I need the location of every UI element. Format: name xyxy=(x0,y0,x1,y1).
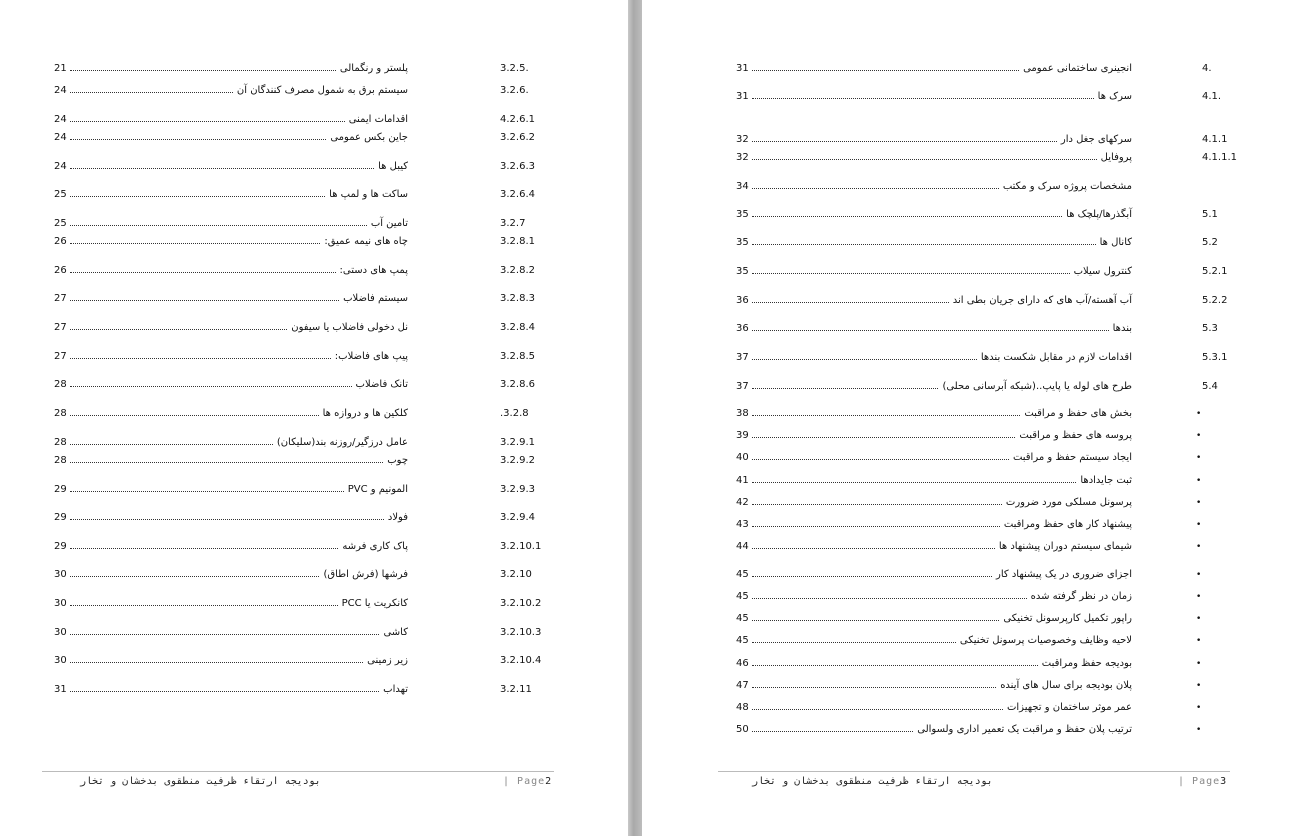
toc-entry-title: ترتیب پلان حفظ و مراقبت یک تعمیر اداری ولسوالی xyxy=(917,724,1132,735)
toc-dot-leader xyxy=(70,300,339,301)
footer-title: بودیجه ارتقاء ظرفیت منطقوی بدخشان و تخار xyxy=(80,776,321,787)
toc-dot-leader xyxy=(752,598,1027,599)
toc-section-number: 3.2.8.3 xyxy=(500,293,535,304)
toc-dot-leader xyxy=(70,691,379,692)
bullet-icon: • xyxy=(1196,409,1202,419)
toc-section-number: 4.1.1.1 xyxy=(1202,152,1237,163)
toc-entry[interactable] xyxy=(642,265,1295,279)
toc-dot-leader xyxy=(70,196,325,197)
toc-section-number: 5.4 xyxy=(1202,381,1218,392)
toc-section-number: 3.2.8.4 xyxy=(500,322,535,333)
toc-entry[interactable] xyxy=(642,351,1295,365)
toc-section-number: 5.3.1 xyxy=(1202,352,1228,363)
toc-page-number: 29 xyxy=(54,484,67,495)
toc-entry[interactable] xyxy=(642,474,1295,488)
toc-page-number: 43 xyxy=(736,519,749,530)
toc-dot-leader xyxy=(752,709,1003,710)
toc-entry[interactable] xyxy=(642,496,1295,510)
toc-page-number: 28 xyxy=(54,379,67,390)
bullet-icon: • xyxy=(1196,592,1202,602)
toc-entry-title: تانک فاضلاب xyxy=(355,379,408,390)
toc-entry[interactable] xyxy=(0,568,628,582)
toc-entry-title: پلستر و رنگمالی xyxy=(339,63,408,74)
toc-entry[interactable] xyxy=(0,235,628,249)
toc-entry-title: پروفایل xyxy=(1100,152,1132,163)
bullet-icon: • xyxy=(1196,614,1202,624)
toc-dot-leader xyxy=(752,244,1096,245)
toc-dot-leader xyxy=(70,605,338,606)
toc-page-number: 44 xyxy=(736,541,749,552)
toc-page-number: 30 xyxy=(54,655,67,666)
toc-entry[interactable] xyxy=(0,540,628,554)
toc-entry-title: پمپ های دستی: xyxy=(339,265,408,276)
toc-section-number: 3.2.5. xyxy=(500,63,529,74)
toc-entry-title: تهداب xyxy=(383,684,408,695)
toc-dot-leader xyxy=(70,634,379,635)
toc-page-number: 36 xyxy=(736,323,749,334)
toc-page-number: 38 xyxy=(736,408,749,419)
footer-page-number: | Page3 xyxy=(1178,776,1228,787)
toc-page-number: 40 xyxy=(736,452,749,463)
toc-entry-title: آب آهسته/آب های که دارای جریان بطی اند xyxy=(952,295,1132,306)
toc-section-number: .3.2.8 xyxy=(500,408,529,419)
toc-entry[interactable] xyxy=(642,723,1295,737)
bullet-icon: • xyxy=(1196,476,1202,486)
bullet-icon: • xyxy=(1196,453,1202,463)
toc-entry-title: کنترول سیلاب xyxy=(1073,266,1132,277)
toc-entry[interactable] xyxy=(642,380,1295,394)
toc-entry[interactable] xyxy=(642,451,1295,465)
toc-entry-title: تامین آب xyxy=(370,218,408,229)
toc-entry-title: نل دخولی فاضلاب یا سیفون xyxy=(291,322,408,333)
toc-page-number: 26 xyxy=(54,236,67,247)
toc-page-number: 46 xyxy=(736,658,749,669)
toc-page-number: 37 xyxy=(736,352,749,363)
toc-entry-title: ثبت جایدادها xyxy=(1080,475,1132,486)
toc-page-number: 45 xyxy=(736,569,749,580)
toc-dot-leader xyxy=(70,576,319,577)
toc-entry[interactable] xyxy=(642,429,1295,443)
toc-section-number: 3.2.6.3 xyxy=(500,161,535,172)
toc-dot-leader xyxy=(752,437,1015,438)
toc-dot-leader xyxy=(70,70,336,71)
toc-entry-title: فرشها (فرش اطاق) xyxy=(323,569,408,580)
toc-entry-title: سیستم برق به شمول مصرف کنندگان آن xyxy=(236,85,408,96)
toc-page-number: 25 xyxy=(54,189,67,200)
toc-entry[interactable] xyxy=(0,292,628,306)
toc-page-number: 35 xyxy=(736,209,749,220)
toc-dot-leader xyxy=(752,216,1062,217)
toc-section-number: 3.2.10.4 xyxy=(500,655,542,666)
toc-entry-title: آبگذرها/پلچک ها xyxy=(1066,209,1132,220)
toc-entry-title: بودیجه حفظ ومراقبت xyxy=(1041,658,1132,669)
toc-entry[interactable] xyxy=(642,294,1295,308)
toc-page-number: 45 xyxy=(736,635,749,646)
toc-page-number: 36 xyxy=(736,295,749,306)
bullet-icon: • xyxy=(1196,570,1202,580)
footer-rule xyxy=(718,771,1230,772)
toc-page-number: 35 xyxy=(736,237,749,248)
toc-entry[interactable] xyxy=(0,321,628,335)
toc-dot-leader xyxy=(70,168,374,169)
toc-dot-leader xyxy=(752,359,977,360)
toc-dot-leader xyxy=(70,386,352,387)
toc-section-number: 3.2.10.2 xyxy=(500,598,542,609)
toc-dot-leader xyxy=(70,272,336,273)
toc-entry[interactable] xyxy=(642,612,1295,626)
toc-entry[interactable] xyxy=(0,626,628,640)
toc-dot-leader xyxy=(752,273,1070,274)
toc-entry[interactable] xyxy=(0,511,628,525)
toc-dot-leader xyxy=(752,388,938,389)
toc-dot-leader xyxy=(752,415,1020,416)
toc-entry[interactable] xyxy=(642,590,1295,604)
toc-entry-title: اقدامات لازم در مقابل شکست بندها xyxy=(980,352,1132,363)
toc-entry[interactable] xyxy=(642,62,1295,76)
toc-page-number: 31 xyxy=(54,684,67,695)
toc-dot-leader xyxy=(752,159,1097,160)
toc-entry[interactable] xyxy=(0,264,628,278)
toc-page-number: 21 xyxy=(54,63,67,74)
toc-entry[interactable] xyxy=(0,62,628,76)
toc-page-number: 27 xyxy=(54,293,67,304)
toc-dot-leader xyxy=(752,141,1057,142)
toc-entry[interactable] xyxy=(642,518,1295,532)
toc-dot-leader xyxy=(752,665,1038,666)
toc-page-number: 41 xyxy=(736,475,749,486)
toc-entry[interactable] xyxy=(0,131,628,145)
toc-section-number: 3.2.10.3 xyxy=(500,627,542,638)
toc-dot-leader xyxy=(70,225,367,226)
toc-page-number: 37 xyxy=(736,381,749,392)
toc-entry-title: کانال ها xyxy=(1099,237,1132,248)
toc-section-number: 3.2.6.4 xyxy=(500,189,535,200)
toc-entry[interactable] xyxy=(642,407,1295,421)
toc-entry[interactable] xyxy=(0,378,628,392)
toc-page-number: 30 xyxy=(54,627,67,638)
toc-page-number: 25 xyxy=(54,218,67,229)
bullet-icon: • xyxy=(1196,681,1202,691)
toc-entry-title: ایجاد سیستم حفظ و مراقبت xyxy=(1012,452,1132,463)
toc-entry[interactable] xyxy=(642,540,1295,554)
toc-page-number: 34 xyxy=(736,181,749,192)
toc-dot-leader xyxy=(752,482,1076,483)
toc-dot-leader xyxy=(752,70,1019,71)
toc-page-number: 45 xyxy=(736,591,749,602)
toc-section-number: 3.2.8.5 xyxy=(500,351,535,362)
toc-entry[interactable] xyxy=(642,634,1295,648)
toc-entry[interactable] xyxy=(0,188,628,202)
toc-section-number: 3.2.6.2 xyxy=(500,132,535,143)
toc-entry-title: چاه های نیمه عمیق: xyxy=(324,236,408,247)
toc-dot-leader xyxy=(752,576,992,577)
toc-section-number: 4. xyxy=(1202,63,1212,74)
toc-entry-title: راپور تکمیل کارپرسونل تخنیکی xyxy=(1003,613,1132,624)
toc-entry[interactable] xyxy=(0,436,628,450)
toc-entry-title: سرکهای جغل دار xyxy=(1060,134,1132,145)
toc-dot-leader xyxy=(752,687,996,688)
toc-page-number: 47 xyxy=(736,680,749,691)
toc-entry-title: پیشنهاد کار های حفظ ومراقبت xyxy=(1003,519,1132,530)
toc-page-number: 39 xyxy=(736,430,749,441)
document-page-3 xyxy=(642,0,1295,836)
toc-entry-title: کانکریت یا PCC xyxy=(341,598,408,609)
toc-page-number: 29 xyxy=(54,512,67,523)
toc-entry-title: کلکین ها و دروازه ها xyxy=(322,408,408,419)
toc-dot-leader xyxy=(70,548,338,549)
toc-page-number: 28 xyxy=(54,455,67,466)
toc-entry[interactable] xyxy=(642,679,1295,693)
toc-entry[interactable] xyxy=(0,113,628,127)
bullet-icon: • xyxy=(1196,703,1202,713)
toc-section-number: 3.2.10 xyxy=(500,569,532,580)
toc-entry[interactable] xyxy=(642,151,1295,165)
toc-entry[interactable] xyxy=(0,483,628,497)
toc-dot-leader xyxy=(752,98,1094,99)
bullet-icon: • xyxy=(1196,659,1202,669)
bullet-icon: • xyxy=(1196,520,1202,530)
toc-dot-leader xyxy=(70,415,319,416)
toc-entry-title: پلان بودیجه برای سال های آینده xyxy=(1000,680,1132,691)
toc-section-number: 3.2.8.2 xyxy=(500,265,535,276)
toc-section-number: 4.2.6.1 xyxy=(500,114,535,125)
toc-page-number: 24 xyxy=(54,114,67,125)
toc-page-number: 30 xyxy=(54,598,67,609)
toc-entry[interactable] xyxy=(0,654,628,668)
toc-dot-leader xyxy=(70,462,383,463)
toc-entry[interactable] xyxy=(642,657,1295,671)
footer-page-number: | Page2 xyxy=(503,776,553,787)
toc-dot-leader xyxy=(752,731,913,732)
toc-page-number: 24 xyxy=(54,85,67,96)
toc-entry-title: طرح های لوله یا پایپ..(شبکه آبرسانی محلی) xyxy=(942,381,1132,392)
bullet-icon: • xyxy=(1196,498,1202,508)
toc-entry[interactable] xyxy=(642,180,1295,194)
toc-dot-leader xyxy=(70,491,344,492)
toc-dot-leader xyxy=(752,620,999,621)
toc-entry-title: پرسونل مسلکی مورد ضرورت xyxy=(1005,497,1132,508)
toc-entry-title: زیر زمینی xyxy=(367,655,408,666)
toc-page-number: 24 xyxy=(54,132,67,143)
toc-page-number: 48 xyxy=(736,702,749,713)
toc-dot-leader xyxy=(70,444,273,445)
toc-dot-leader xyxy=(752,526,1000,527)
toc-entry-title: سیستم فاضلاب xyxy=(343,293,408,304)
toc-page-number: 42 xyxy=(736,497,749,508)
toc-entry-title: المونیم و PVC xyxy=(347,484,408,495)
toc-entry-title: فولاد xyxy=(387,512,408,523)
toc-section-number: 3.2.9.2 xyxy=(500,455,535,466)
toc-entry-title: پیپ های فاضلاب: xyxy=(334,351,408,362)
toc-entry[interactable] xyxy=(642,208,1295,222)
toc-entry[interactable] xyxy=(642,133,1295,147)
toc-section-number: 3.2.7 xyxy=(500,218,526,229)
toc-dot-leader xyxy=(752,504,1002,505)
toc-dot-leader xyxy=(752,459,1009,460)
toc-entry[interactable] xyxy=(0,350,628,364)
toc-entry[interactable] xyxy=(0,407,628,421)
footer-rule xyxy=(42,771,554,772)
toc-dot-leader xyxy=(70,139,326,140)
toc-page-number: 28 xyxy=(54,408,67,419)
toc-entry-title: اجزای ضروری در یک پیشنهاد کار xyxy=(996,569,1132,580)
bullet-icon: • xyxy=(1196,725,1202,735)
toc-entry-title: سرک ها xyxy=(1097,91,1132,102)
toc-entry-title: کیبل ها xyxy=(378,161,408,172)
toc-section-number: 3.2.8.6 xyxy=(500,379,535,390)
toc-entry-title: پاک کاری فرشه xyxy=(342,541,408,552)
toc-section-number: 5.1 xyxy=(1202,209,1218,220)
toc-dot-leader xyxy=(752,330,1109,331)
toc-dot-leader xyxy=(752,188,999,189)
toc-page-number: 32 xyxy=(736,152,749,163)
toc-entry[interactable] xyxy=(642,322,1295,336)
toc-section-number: 4.1.1 xyxy=(1202,134,1228,145)
toc-entry-title: ساکت ها و لمپ ها xyxy=(329,189,408,200)
toc-entry-title: بندها xyxy=(1112,323,1132,334)
toc-dot-leader xyxy=(70,121,345,122)
toc-section-number: 3.2.9.3 xyxy=(500,484,535,495)
toc-page-number: 50 xyxy=(736,724,749,735)
toc-page-number: 28 xyxy=(54,437,67,448)
toc-entry[interactable] xyxy=(0,84,628,98)
toc-dot-leader xyxy=(70,329,287,330)
toc-entry-title: جاین بکس عمومی xyxy=(330,132,408,143)
toc-entry-title: عامل درزگیر/روزنه بند(سلیکان) xyxy=(276,437,408,448)
toc-entry[interactable] xyxy=(0,683,628,697)
toc-entry[interactable] xyxy=(642,90,1295,104)
toc-section-number: 5.2 xyxy=(1202,237,1218,248)
toc-entry-title: لاحیه وظایف وخصوصیات پرسونل تخنیکی xyxy=(959,635,1132,646)
toc-page-number: 35 xyxy=(736,266,749,277)
toc-entry[interactable] xyxy=(0,160,628,174)
toc-section-number: 3.2.9.1 xyxy=(500,437,535,448)
toc-section-number: 3.2.9.4 xyxy=(500,512,535,523)
bullet-icon: • xyxy=(1196,542,1202,552)
toc-entry[interactable] xyxy=(642,236,1295,250)
toc-page-number: 31 xyxy=(736,63,749,74)
toc-entry[interactable] xyxy=(0,217,628,231)
toc-page-number: 29 xyxy=(54,541,67,552)
toc-section-number: 3.2.10.1 xyxy=(500,541,542,552)
toc-page-number: 31 xyxy=(736,91,749,102)
toc-section-number: 4.1. xyxy=(1202,91,1222,102)
toc-entry[interactable] xyxy=(642,701,1295,715)
toc-entry-title: مشخصات پروژه سرک و مکتب xyxy=(1002,181,1132,192)
toc-dot-leader xyxy=(752,642,956,643)
toc-dot-leader xyxy=(752,548,995,549)
toc-dot-leader xyxy=(70,358,331,359)
toc-section-number: 3.2.11 xyxy=(500,684,532,695)
footer-title: بودیجه ارتقاء ظرفیت منطقوی بدخشان و تخار xyxy=(752,776,993,787)
toc-entry-title: زمان در نظر گرفته شده xyxy=(1030,591,1132,602)
toc-page-number: 26 xyxy=(54,265,67,276)
toc-entry-title: انجینری ساختمانی عمومی xyxy=(1023,63,1132,74)
toc-entry[interactable] xyxy=(642,568,1295,582)
toc-section-number: 5.2.1 xyxy=(1202,266,1228,277)
toc-entry-title: عمر موثر ساختمان و تجهیزات xyxy=(1006,702,1132,713)
toc-entry-title: اقدامات ایمنی xyxy=(348,114,408,125)
toc-entry-title: شیمای سیستم دوران پیشنهاد ها xyxy=(998,541,1132,552)
toc-page-number: 27 xyxy=(54,351,67,362)
toc-dot-leader xyxy=(70,92,233,93)
toc-entry[interactable] xyxy=(0,454,628,468)
bullet-icon: • xyxy=(1196,636,1202,646)
toc-page-number: 27 xyxy=(54,322,67,333)
toc-entry-title: چوب xyxy=(387,455,408,466)
toc-dot-leader xyxy=(752,302,949,303)
toc-dot-leader xyxy=(70,662,363,663)
toc-page-number: 30 xyxy=(54,569,67,580)
document-page-2 xyxy=(0,0,628,836)
toc-section-number: 3.2.8.1 xyxy=(500,236,535,247)
toc-page-number: 32 xyxy=(736,134,749,145)
toc-page-number: 24 xyxy=(54,161,67,172)
toc-entry[interactable] xyxy=(0,597,628,611)
toc-section-number: 3.2.6. xyxy=(500,85,529,96)
toc-page-number: 45 xyxy=(736,613,749,624)
toc-dot-leader xyxy=(70,519,384,520)
toc-entry-title: پروسه های حفظ و مراقبت xyxy=(1019,430,1132,441)
toc-section-number: 5.2.2 xyxy=(1202,295,1228,306)
toc-dot-leader xyxy=(70,243,320,244)
toc-entry-title: کاشی xyxy=(383,627,408,638)
toc-entry-title: بخش های حفظ و مراقبت xyxy=(1024,408,1132,419)
toc-section-number: 5.3 xyxy=(1202,323,1218,334)
bullet-icon: • xyxy=(1196,431,1202,441)
page-gap xyxy=(628,0,642,836)
